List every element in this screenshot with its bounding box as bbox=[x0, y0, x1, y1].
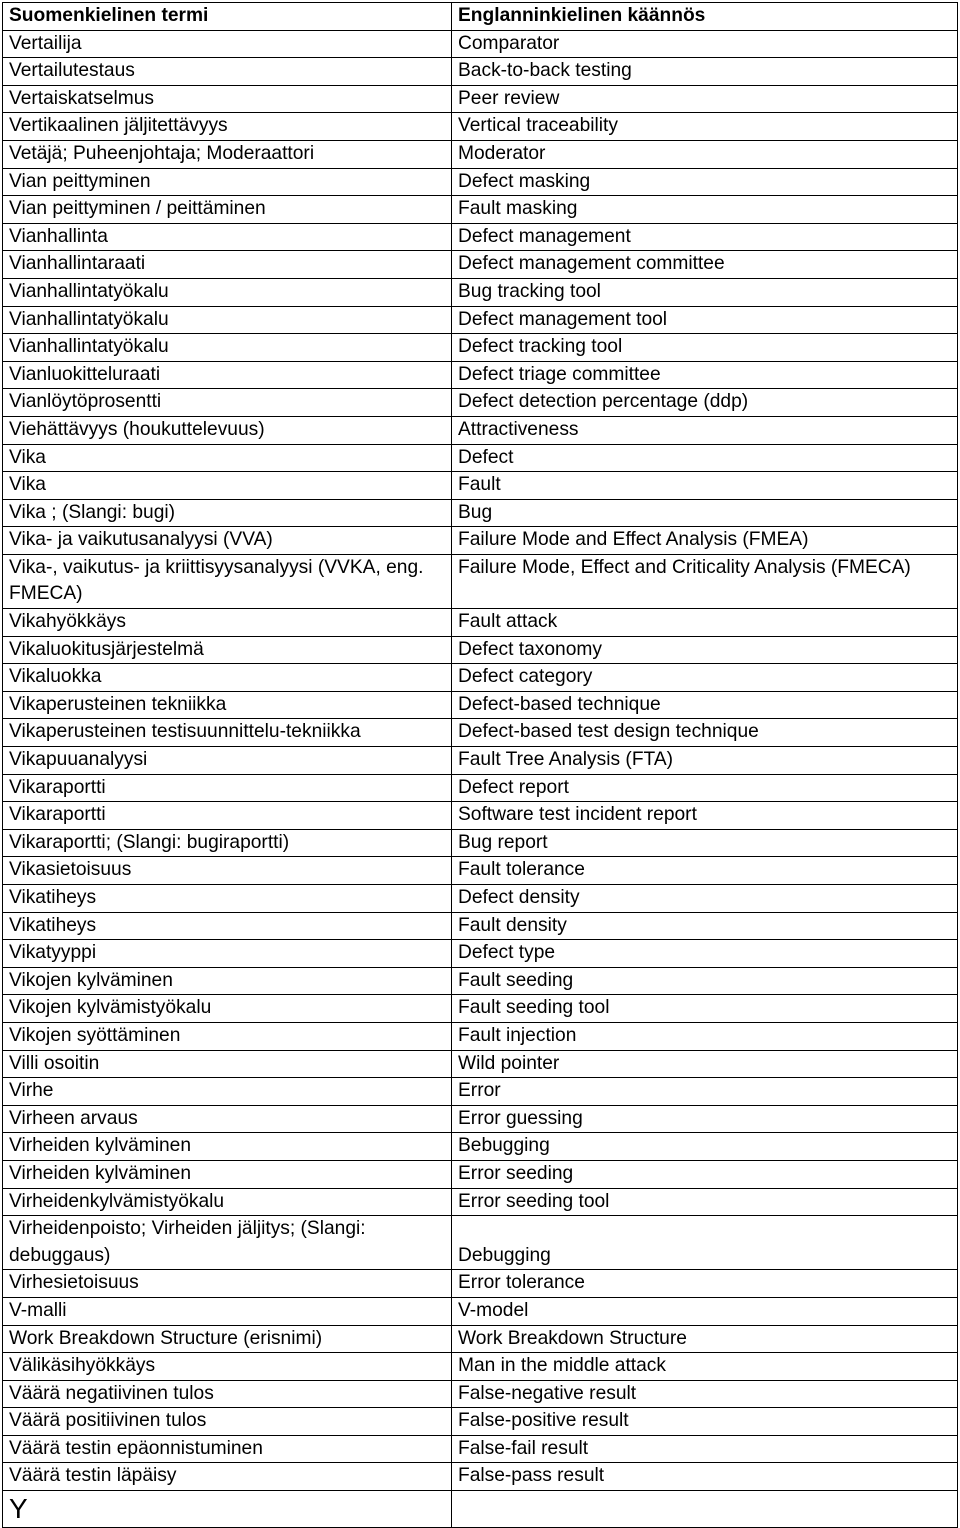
finnish-term-cell: Vianhallinta bbox=[3, 223, 452, 251]
finnish-term-cell: Vikaluokka bbox=[3, 664, 452, 692]
table-row bbox=[3, 1160, 958, 1188]
english-translation-cell: Fault attack bbox=[452, 609, 958, 637]
finnish-term-cell: Vianhallintatyökalu bbox=[3, 306, 452, 334]
finnish-term-cell: Vikojen kylvämistyökalu bbox=[3, 995, 452, 1023]
english-translation-cell: Attractiveness bbox=[452, 416, 958, 444]
finnish-term-cell: Vikapuuanalyysi bbox=[3, 747, 452, 775]
finnish-term-cell: Vertailija bbox=[3, 30, 452, 58]
finnish-term-cell: Virhesietoisuus bbox=[3, 1270, 452, 1298]
finnish-term-header: Suomenkielinen termi bbox=[3, 3, 452, 31]
english-translation-cell: Defect management committee bbox=[452, 251, 958, 279]
english-translation-cell: Fault seeding tool bbox=[452, 995, 958, 1023]
finnish-term-cell: Vikaraportti; (Slangi: bugiraportti) bbox=[3, 829, 452, 857]
english-translation-cell: False-fail result bbox=[452, 1435, 958, 1463]
finnish-term-cell: Vikasietoisuus bbox=[3, 857, 452, 885]
english-translation-cell: Defect-based technique bbox=[452, 691, 958, 719]
english-translation-cell: Failure Mode and Effect Analysis (FMEA) bbox=[452, 527, 958, 555]
finnish-term-cell: Vianhallintaraati bbox=[3, 251, 452, 279]
english-translation-cell: Defect type bbox=[452, 940, 958, 968]
table-row bbox=[3, 1325, 958, 1353]
english-translation-cell: Error seeding tool bbox=[452, 1188, 958, 1216]
finnish-term-cell: Viehättävyys (houkuttelevuus) bbox=[3, 416, 452, 444]
finnish-term-cell: Vianluokitteluraati bbox=[3, 361, 452, 389]
finnish-term-cell: Work Breakdown Structure (erisnimi) bbox=[3, 1325, 452, 1353]
table-row bbox=[3, 829, 958, 857]
english-translation-cell: Vertical traceability bbox=[452, 113, 958, 141]
finnish-term-cell: Virhe bbox=[3, 1078, 452, 1106]
table-row bbox=[3, 1050, 958, 1078]
finnish-term-cell: Vertailutestaus bbox=[3, 58, 452, 86]
english-translation-cell: False-negative result bbox=[452, 1380, 958, 1408]
english-translation-cell: Moderator bbox=[452, 140, 958, 168]
glossary-page bbox=[2, 2, 957, 1528]
table-row bbox=[3, 1435, 958, 1463]
english-translation-cell: Defect density bbox=[452, 885, 958, 913]
table-row bbox=[3, 113, 958, 141]
english-translation-cell: Bug tracking tool bbox=[452, 278, 958, 306]
table-row bbox=[3, 1216, 958, 1270]
english-translation-cell: Fault Tree Analysis (FTA) bbox=[452, 747, 958, 775]
table-row bbox=[3, 609, 958, 637]
table-row bbox=[3, 1463, 958, 1491]
english-translation-cell: False-positive result bbox=[452, 1408, 958, 1436]
table-row bbox=[3, 747, 958, 775]
table-row bbox=[3, 251, 958, 279]
english-translation-cell: Defect tracking tool bbox=[452, 334, 958, 362]
table-row bbox=[3, 30, 958, 58]
finnish-term-cell: Vian peittyminen bbox=[3, 168, 452, 196]
finnish-term-cell: Vikatiheys bbox=[3, 885, 452, 913]
english-translation-cell: Error guessing bbox=[452, 1105, 958, 1133]
english-translation-cell: Defect masking bbox=[452, 168, 958, 196]
english-translation-cell: Defect triage committee bbox=[452, 361, 958, 389]
table-row bbox=[3, 58, 958, 86]
table-row bbox=[3, 278, 958, 306]
table-row bbox=[3, 940, 958, 968]
english-translation-cell: Man in the middle attack bbox=[452, 1353, 958, 1381]
english-translation-cell: Fault injection bbox=[452, 1022, 958, 1050]
glossary-table bbox=[2, 2, 958, 1528]
table-row bbox=[3, 168, 958, 196]
finnish-term-cell: Väärä positiivinen tulos bbox=[3, 1408, 452, 1436]
finnish-term-cell: Väärä testin läpäisy bbox=[3, 1463, 452, 1491]
english-translation-cell: V-model bbox=[452, 1297, 958, 1325]
english-translation-cell: Error tolerance bbox=[452, 1270, 958, 1298]
english-translation-cell: False-pass result bbox=[452, 1463, 958, 1491]
table-row bbox=[3, 444, 958, 472]
table-row bbox=[3, 1380, 958, 1408]
english-translation-cell: Bug bbox=[452, 499, 958, 527]
finnish-term-cell: Vikaperusteinen testisuunnittelu-tekniikka bbox=[3, 719, 452, 747]
english-translation-cell: Fault seeding bbox=[452, 967, 958, 995]
glossary-body bbox=[3, 30, 958, 1490]
english-translation-cell: Debugging bbox=[452, 1216, 958, 1270]
english-translation-cell: Defect taxonomy bbox=[452, 636, 958, 664]
table-row bbox=[3, 361, 958, 389]
finnish-term-cell: Vika bbox=[3, 472, 452, 500]
table-row bbox=[3, 1133, 958, 1161]
table-row bbox=[3, 802, 958, 830]
table-row bbox=[3, 1078, 958, 1106]
finnish-term-cell: Vikaluokitusjärjestelmä bbox=[3, 636, 452, 664]
table-row bbox=[3, 719, 958, 747]
table-row bbox=[3, 472, 958, 500]
table-row bbox=[3, 1188, 958, 1216]
finnish-term-cell: Vianlöytöprosentti bbox=[3, 389, 452, 417]
table-row bbox=[3, 664, 958, 692]
table-row bbox=[3, 691, 958, 719]
section-row-y bbox=[3, 1491, 958, 1528]
english-translation-cell: Peer review bbox=[452, 85, 958, 113]
english-translation-cell: Fault density bbox=[452, 912, 958, 940]
finnish-term-cell: Vikaperusteinen tekniikka bbox=[3, 691, 452, 719]
finnish-term-cell: V-malli bbox=[3, 1297, 452, 1325]
table-row bbox=[3, 774, 958, 802]
finnish-term-cell: Vetäjä; Puheenjohtaja; Moderaattori bbox=[3, 140, 452, 168]
finnish-term-cell: Virheen arvaus bbox=[3, 1105, 452, 1133]
english-translation-cell: Defect-based test design technique bbox=[452, 719, 958, 747]
table-row bbox=[3, 223, 958, 251]
english-translation-cell: Defect category bbox=[452, 664, 958, 692]
table-row bbox=[3, 306, 958, 334]
english-translation-cell: Comparator bbox=[452, 30, 958, 58]
table-row bbox=[3, 527, 958, 555]
finnish-term-cell: Virheidenkylvämistyökalu bbox=[3, 1188, 452, 1216]
finnish-term-cell: Vian peittyminen / peittäminen bbox=[3, 196, 452, 224]
finnish-term-cell: Vikojen kylväminen bbox=[3, 967, 452, 995]
table-row bbox=[3, 912, 958, 940]
table-row bbox=[3, 995, 958, 1023]
finnish-term-cell: Välikäsihyökkäys bbox=[3, 1353, 452, 1381]
table-row bbox=[3, 140, 958, 168]
finnish-term-cell: Väärä testin epäonnistuminen bbox=[3, 1435, 452, 1463]
english-translation-cell: Error bbox=[452, 1078, 958, 1106]
finnish-term-cell: Vikojen syöttäminen bbox=[3, 1022, 452, 1050]
english-translation-cell: Defect bbox=[452, 444, 958, 472]
english-translation-cell: Defect management bbox=[452, 223, 958, 251]
english-translation-cell: Work Breakdown Structure bbox=[452, 1325, 958, 1353]
finnish-term-cell: Vikaraportti bbox=[3, 774, 452, 802]
finnish-term-cell: Vika ; (Slangi: bugi) bbox=[3, 499, 452, 527]
english-translation-cell: Fault masking bbox=[452, 196, 958, 224]
table-row bbox=[3, 499, 958, 527]
finnish-term-cell: Vika bbox=[3, 444, 452, 472]
english-translation-cell: Wild pointer bbox=[452, 1050, 958, 1078]
english-translation-cell: Bug report bbox=[452, 829, 958, 857]
section-letter-text: Y bbox=[9, 1493, 28, 1525]
table-row bbox=[3, 967, 958, 995]
table-row bbox=[3, 885, 958, 913]
table-row bbox=[3, 636, 958, 664]
english-translation-cell: Bebugging bbox=[452, 1133, 958, 1161]
finnish-term-cell: Vianhallintatyökalu bbox=[3, 334, 452, 362]
english-translation-cell: Failure Mode, Effect and Criticality Analysis (FMECA) bbox=[452, 554, 958, 608]
table-row bbox=[3, 1105, 958, 1133]
header-row bbox=[3, 3, 958, 31]
finnish-term-cell: Vianhallintatyökalu bbox=[3, 278, 452, 306]
english-translation-cell: Defect detection percentage (ddp) bbox=[452, 389, 958, 417]
english-translation-cell: Fault bbox=[452, 472, 958, 500]
table-row bbox=[3, 1022, 958, 1050]
table-row bbox=[3, 554, 958, 608]
finnish-term-cell: Väärä negatiivinen tulos bbox=[3, 1380, 452, 1408]
english-translation-cell: Software test incident report bbox=[452, 802, 958, 830]
table-row bbox=[3, 857, 958, 885]
section-empty-cell bbox=[452, 1491, 958, 1528]
table-row bbox=[3, 1297, 958, 1325]
table-row bbox=[3, 1408, 958, 1436]
finnish-term-cell: Vertikaalinen jäljitettävyys bbox=[3, 113, 452, 141]
finnish-term-cell: Vika-, vaikutus- ja kriittisyysanalyysi (VVKA, eng. FMECA) bbox=[3, 554, 452, 608]
finnish-term-cell: Vikatiheys bbox=[3, 912, 452, 940]
english-translation-cell: Defect report bbox=[452, 774, 958, 802]
finnish-term-cell: Vikatyyppi bbox=[3, 940, 452, 968]
table-row bbox=[3, 1270, 958, 1298]
finnish-term-cell: Vertaiskatselmus bbox=[3, 85, 452, 113]
table-row bbox=[3, 334, 958, 362]
table-row bbox=[3, 85, 958, 113]
finnish-term-cell: Vika- ja vaikutusanalyysi (VVA) bbox=[3, 527, 452, 555]
finnish-term-cell: Villi osoitin bbox=[3, 1050, 452, 1078]
finnish-term-cell: Virheidenpoisto; Virheiden jäljitys; (Slangi: debuggaus) bbox=[3, 1216, 452, 1270]
english-translation-cell: Error seeding bbox=[452, 1160, 958, 1188]
finnish-term-cell: Virheiden kylväminen bbox=[3, 1160, 452, 1188]
english-translation-cell: Fault tolerance bbox=[452, 857, 958, 885]
finnish-term-cell: Virheiden kylväminen bbox=[3, 1133, 452, 1161]
table-row bbox=[3, 1353, 958, 1381]
table-row bbox=[3, 389, 958, 417]
table-row bbox=[3, 416, 958, 444]
table-row bbox=[3, 196, 958, 224]
english-translation-cell: Defect management tool bbox=[452, 306, 958, 334]
section-letter bbox=[3, 1491, 452, 1528]
english-translation-header: Englanninkielinen käännös bbox=[452, 3, 958, 31]
finnish-term-cell: Vikaraportti bbox=[3, 802, 452, 830]
english-translation-cell: Back-to-back testing bbox=[452, 58, 958, 86]
finnish-term-cell: Vikahyökkäys bbox=[3, 609, 452, 637]
